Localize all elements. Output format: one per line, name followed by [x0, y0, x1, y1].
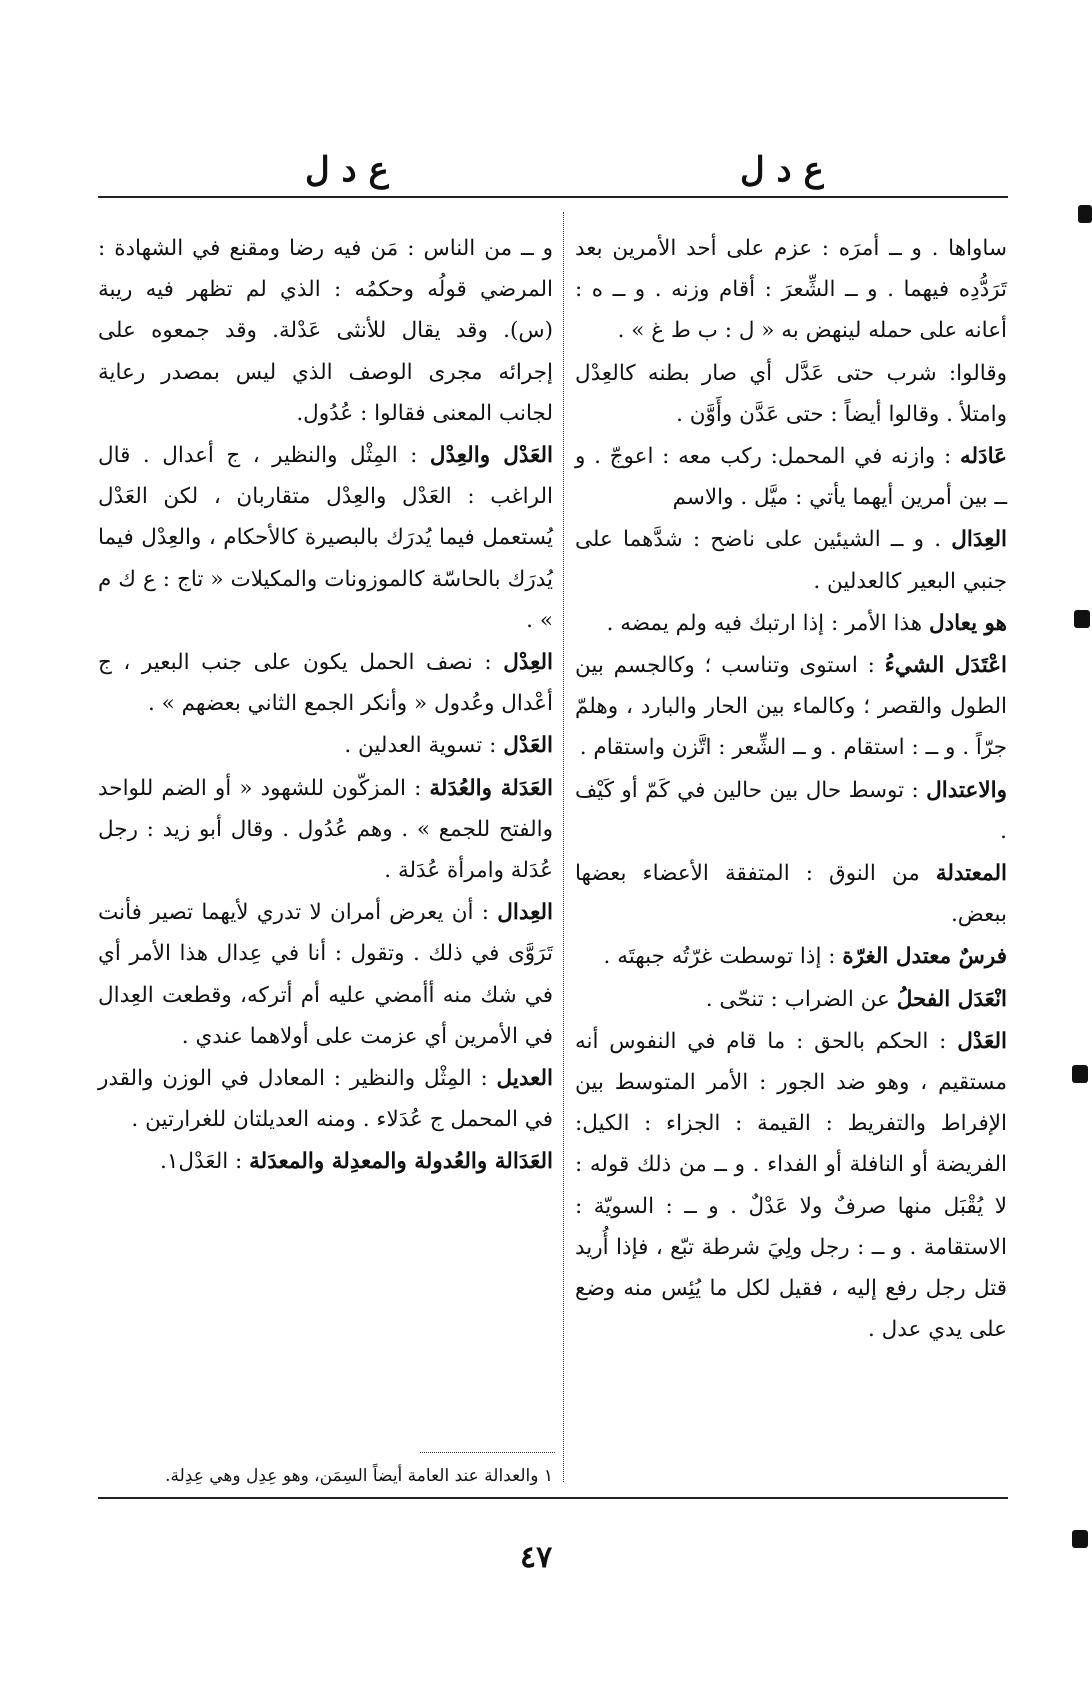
- headword: العِدْل: [503, 650, 553, 676]
- left-column: [98, 228, 553, 1184]
- footnote: ١ والعدالة عند العامة أيضاً السِمَن، وهو عِدِل وهي عِدِلة.: [165, 1466, 553, 1486]
- headword: العَدَالة والعُدولة والمعدِلة والمعدَلة: [249, 1149, 553, 1175]
- column-divider: [563, 212, 564, 1482]
- header-rule: [98, 196, 1008, 198]
- entry: العَدْل والعِدْل : المِثْل والنظير ، ج أعدال . قال الراغب : العَدْل والعِدْل متقاربان ، لكن العَدْل يُستعمل فيما يُدرَك بالبصيرة كالأحكام ، والعِدْل فيما يُدرَك بالحاسّة كالموزونات والمكيلات « تاج : ع ك م » .: [98, 443, 553, 633]
- entry: العِدَال . و ــ الشيئين على ناضح : شدَّهما على جنبي البعير كالعدلين .: [575, 527, 1007, 594]
- entry: والاعتدال : توسط حال بين حالين في كَمّ أو كَيْف .: [575, 777, 1007, 844]
- headword: العِدَال: [951, 527, 1007, 553]
- headword: العِدال: [497, 900, 553, 926]
- page-number: ٤٧: [520, 1540, 553, 1575]
- entry: هو يعادل هذا الأمر : إذا ارتبك فيه ولم يمضه .: [606, 610, 1007, 636]
- entry: فرسٌ معتدل الغرّة : إذا توسطت غرّتُه جبهتَه .: [603, 944, 1007, 970]
- edge-mark-icon: [1072, 1530, 1088, 1548]
- edge-mark-icon: [1074, 610, 1090, 628]
- entry: و ــ من الناس : مَن فيه رضا ومقنع في الشهادة : المرضي قولُه وحكمُه : الذي لم تظهر فيه ريبة (س). وقد يقال للأنثى عَدْلة. وقد جمعوه على إجرائه مجرى الوصف الذي ليس بمصدر رعاية لجانب المعنى فقالوا : عُدُول.: [98, 236, 553, 426]
- entry: العديل : المِثْل والنظير : المعادل في الوزن والقدر في المحمل ج عُدَلاء . ومنه العديلتان للغرارتين .: [98, 1066, 553, 1133]
- edge-mark-icon: [1078, 205, 1092, 223]
- entry: المعتدلة من النوق : المتفقة الأعضاء بعضها ببعض.: [575, 861, 1007, 928]
- right-column: [575, 228, 1007, 1351]
- headword: العَدْل: [957, 1028, 1007, 1054]
- entry: انْعَدَل الفحلُ عن الضراب : تنحّى .: [705, 986, 1007, 1012]
- entry: العِدال : أن يعرض أمران لا تدري لأيهما تصير فأنت تَرَوَّى في ذلك . وتقول : أنا في عِدال هذا الأمر أي في شك منه أأمضي عليه أم أتركه، وقطعت العِدال في الأمرين أي عزمت على أولاهما عندي .: [98, 900, 553, 1049]
- headword: هو يعادل: [928, 610, 1007, 636]
- headword: العَدْل: [503, 733, 553, 759]
- entry: عَادَله : وازنه في المحمل: ركب معه : اعوجّ . و ــ بين أمرين أيهما يأتي : ميَّل . والاسم: [575, 444, 1007, 511]
- headword: فرسٌ معتدل الغرّة: [842, 944, 1007, 970]
- entry: وقالوا: شرب حتى عَدَّل أي صار بطنه كالعِدْل وامتلأ . وقالوا أيضاً : حتى عَدَّن وأَوَّن .: [575, 360, 1007, 427]
- headword: العديل: [496, 1066, 553, 1092]
- headword: والاعتدال: [926, 777, 1007, 803]
- entry: العَدَالة والعُدولة والمعدِلة والمعدَلة : العَدْل١.: [160, 1149, 553, 1175]
- headword: العَدَلة والعُدَلة: [429, 775, 553, 801]
- edge-mark-icon: [1072, 1065, 1088, 1083]
- running-header-left: ع د ل: [305, 150, 389, 190]
- entry: العَدْل : الحكم بالحق : ما قام في النفوس أنه مستقيم ، وهو ضد الجور : الأمر المتوسط بين الإفراط والتفريط : القيمة : الجزاء : الكيل: الفريضة أو النافلة أو الفداء . و ــ من ذلك قوله : لا يُقْبَل منها صرفٌ ولا عَدْلٌ . و ــ : السويّة : الاستقامة . و ــ : رجل ولِيَ شرطة تبّع ، فإذا أُريد قتل رجل رفع إليه ، فقيل لكل ما يُئِس منه وضع على يدي عدل .: [575, 1028, 1007, 1343]
- entry: ساواها . و ــ أمرَه : عزم على أحد الأمرين بعد تَرَدُّدِه فيهما . و ــ الشِّعرَ : أقام وزنه . و ــ ه : أعانه على حمله لينهض به « ل : ب ط غ » .: [575, 236, 1007, 344]
- entry: العِدْل : نصف الحمل يكون على جنب البعير ، ج أعْدال وعُدول « وأنكر الجمع الثاني بعضهم » .: [98, 650, 553, 717]
- entry: العَدَلة والعُدَلة : المزكّون للشهود « أو الضم للواحد والفتح للجمع » . وهم عُدُول . وقال أبو زيد : رجل عُدَلة وامرأة عُدَلة .: [98, 775, 553, 884]
- headword: اعْتَدَل الشيءُ: [884, 653, 1008, 679]
- headword: انْعَدَل الفحلُ: [896, 986, 1007, 1012]
- footer-rule: [98, 1497, 1008, 1499]
- entry: العَدْل : تسوية العدلين .: [344, 733, 553, 759]
- entry: اعْتَدَل الشيءُ : استوى وتناسب ؛ وكالجسم بين الطول والقصر ؛ وكالماء بين الحار والبارد ، وهلمّ جرّاً . و ــ : استقام . و ــ الشِّعر : اتَّزن واستقام .: [575, 653, 1008, 761]
- headword: العَدْل والعِدْل: [429, 443, 553, 469]
- running-header-right: ع د ل: [740, 150, 824, 190]
- headword: عَادَله: [959, 444, 1007, 470]
- headword: المعتدلة: [935, 861, 1007, 887]
- footnote-rule: [420, 1452, 555, 1453]
